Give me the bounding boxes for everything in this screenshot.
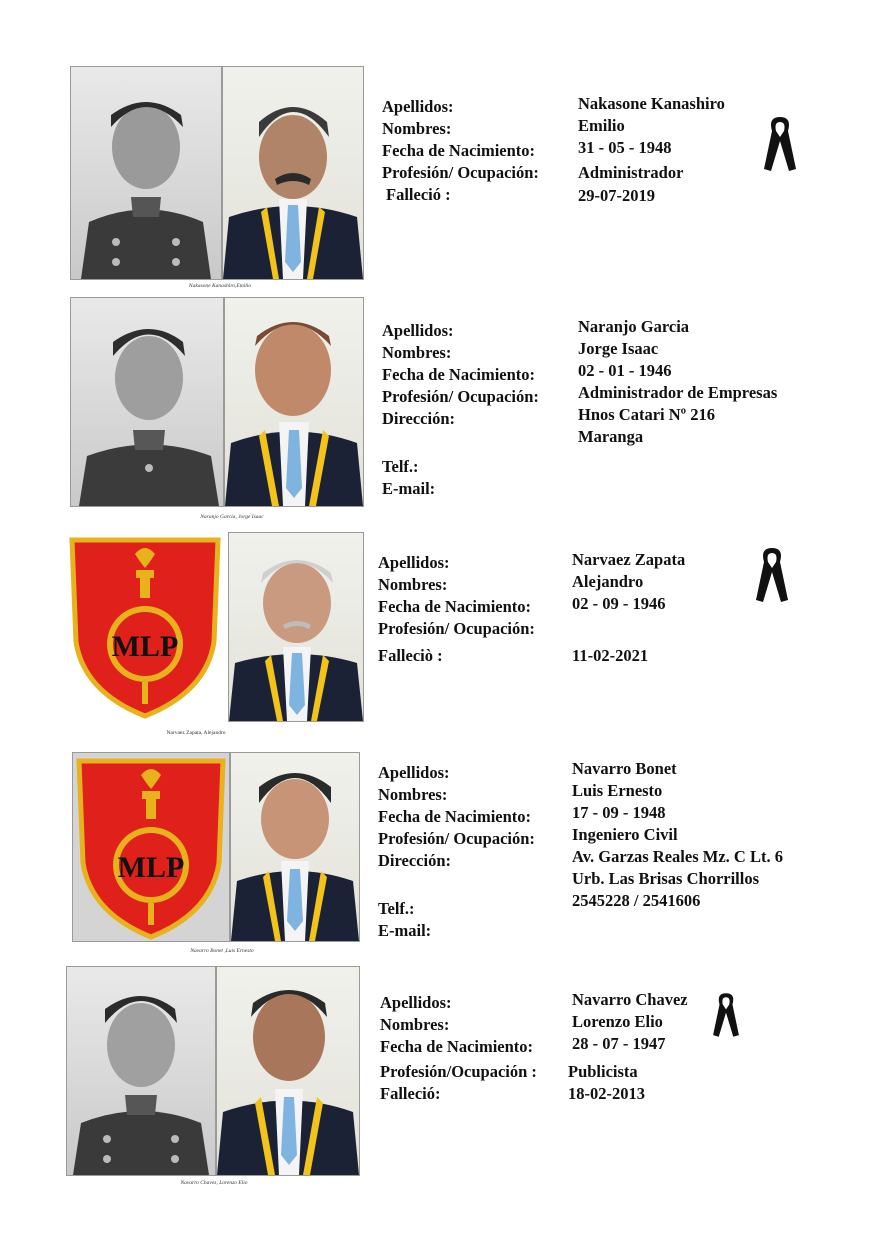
field-values <box>572 758 783 912</box>
label-nombres: Nombres: <box>378 575 448 594</box>
mourning-ribbon-icon <box>754 544 790 606</box>
label-telf: Telf.: <box>378 899 415 918</box>
value-apellidos: Navarro Chavez <box>572 990 688 1009</box>
value-nombres: Luis Ernesto <box>572 781 663 800</box>
label-profesion: Profesión/Ocupación : <box>380 1062 537 1081</box>
label-fecha-nacimiento: Fecha de Nacimiento: <box>380 1037 534 1056</box>
cadet-photo <box>66 966 216 1176</box>
cadet-photo <box>70 297 224 507</box>
value-fecha-nacimiento: 02 - 01 - 1946 <box>578 361 672 380</box>
cadet-photo <box>70 66 222 280</box>
value-apellidos: Narvaez Zapata <box>572 550 686 569</box>
value-profesion: Administrador de Empresas <box>578 383 778 402</box>
field-values <box>572 549 685 667</box>
portrait-photo <box>228 532 364 722</box>
photo-caption: Navarro Chavez, Lorenzo Elio <box>180 1180 248 1186</box>
label-fallecio: Falleciò : <box>378 646 443 665</box>
value-fecha-nacimiento: 02 - 09 - 1946 <box>572 594 666 613</box>
value-nombres: Jorge Isaac <box>578 339 659 358</box>
label-nombres: Nombres: <box>380 1015 450 1034</box>
value-fallecio: 18-02-2013 <box>568 1084 645 1103</box>
label-profesion: Profesión/ Ocupación: <box>382 163 539 182</box>
label-direccion: Dirección: <box>382 409 456 428</box>
label-direccion: Dirección: <box>378 851 452 870</box>
label-apellidos: Apellidos: <box>382 321 454 340</box>
label-fecha-nacimiento: Fecha de Nacimiento: <box>382 141 536 160</box>
field-labels <box>382 320 539 500</box>
label-telf: Telf.: <box>382 457 419 476</box>
label-nombres: Nombres: <box>382 343 452 362</box>
label-apellidos: Apellidos: <box>378 553 450 572</box>
label-profesion: Profesión/ Ocupación: <box>378 829 535 848</box>
value-apellidos: Naranjo Garcia <box>578 317 690 336</box>
label-blank <box>382 430 539 452</box>
mlp-shield-emblem <box>66 532 224 720</box>
portrait-photo <box>230 752 360 942</box>
label-nombres: Nombres: <box>382 119 452 138</box>
label-fecha-nacimiento: Fecha de Nacimiento: <box>378 807 532 826</box>
mlp-shield-emblem <box>72 752 230 942</box>
label-blank <box>378 872 535 894</box>
label-email: E-mail: <box>378 921 432 940</box>
value-fecha-nacimiento: 17 - 09 - 1948 <box>572 803 666 822</box>
value-profesion <box>572 615 685 637</box>
value-apellidos: Nakasone Kanashiro <box>578 94 725 113</box>
value-profesion: Administrador <box>578 163 684 182</box>
field-labels <box>378 552 535 667</box>
label-email: E-mail: <box>382 479 436 498</box>
value-telf: 2545228 / 2541606 <box>572 891 701 910</box>
value-nombres: Emilio <box>578 116 625 135</box>
label-apellidos: Apellidos: <box>380 993 452 1012</box>
svg-text:MLP: MLP <box>117 851 185 884</box>
field-labels <box>382 96 539 206</box>
value-direccion-2: Urb. Las Brisas Chorrillos <box>572 869 760 888</box>
value-fecha-nacimiento: 28 - 07 - 1947 <box>572 1034 666 1053</box>
portrait-photo <box>216 966 360 1176</box>
value-apellidos: Navarro Bonet <box>572 759 677 778</box>
label-fecha-nacimiento: Fecha de Nacimiento: <box>382 365 536 384</box>
field-labels <box>380 992 537 1105</box>
mourning-ribbon-icon <box>762 113 798 175</box>
field-values <box>578 93 725 207</box>
value-fecha-nacimiento: 31 - 05 - 1948 <box>578 138 672 157</box>
photo-caption: Narvaez Zapata, Alejandro <box>166 730 226 736</box>
value-direccion: Hnos Catari Nº 216 <box>578 405 715 424</box>
value-direccion-2: Maranga <box>578 427 644 446</box>
value-profesion: Ingeniero Civil <box>572 825 678 844</box>
label-profesion: Profesión/ Ocupación: <box>382 387 539 406</box>
field-labels <box>378 762 535 942</box>
svg-text:MLP: MLP <box>111 630 179 663</box>
label-nombres: Nombres: <box>378 785 448 804</box>
label-profesion: Profesión/ Ocupación: <box>378 619 535 638</box>
photo-caption: Nakasone Kanashiro,Emilio <box>188 283 252 289</box>
photo-caption: Navarro Bonet ,Luis Ernesto <box>190 948 254 954</box>
field-values <box>578 316 777 448</box>
label-apellidos: Apellidos: <box>378 763 450 782</box>
value-nombres: Alejandro <box>572 572 644 591</box>
label-apellidos: Apellidos: <box>382 97 454 116</box>
photo-caption: Naranjo Garcia, Jorge Isaac <box>200 514 264 520</box>
portrait-photo <box>224 297 364 507</box>
value-nombres: Lorenzo Elio <box>572 1012 663 1031</box>
value-direccion: Av. Garzas Reales Mz. C Lt. 6 <box>572 847 783 866</box>
value-fallecio: 11-02-2021 <box>572 646 649 665</box>
field-values <box>568 989 688 1105</box>
mourning-ribbon-icon <box>710 990 742 1040</box>
value-profesion: Publicista <box>568 1062 638 1081</box>
value-fallecio: 29-07-2019 <box>578 186 655 205</box>
portrait-photo <box>222 66 364 280</box>
label-fallecio: Falleció: <box>380 1084 441 1103</box>
label-fallecio: Falleció : <box>386 185 451 204</box>
label-fecha-nacimiento: Fecha de Nacimiento: <box>378 597 532 616</box>
